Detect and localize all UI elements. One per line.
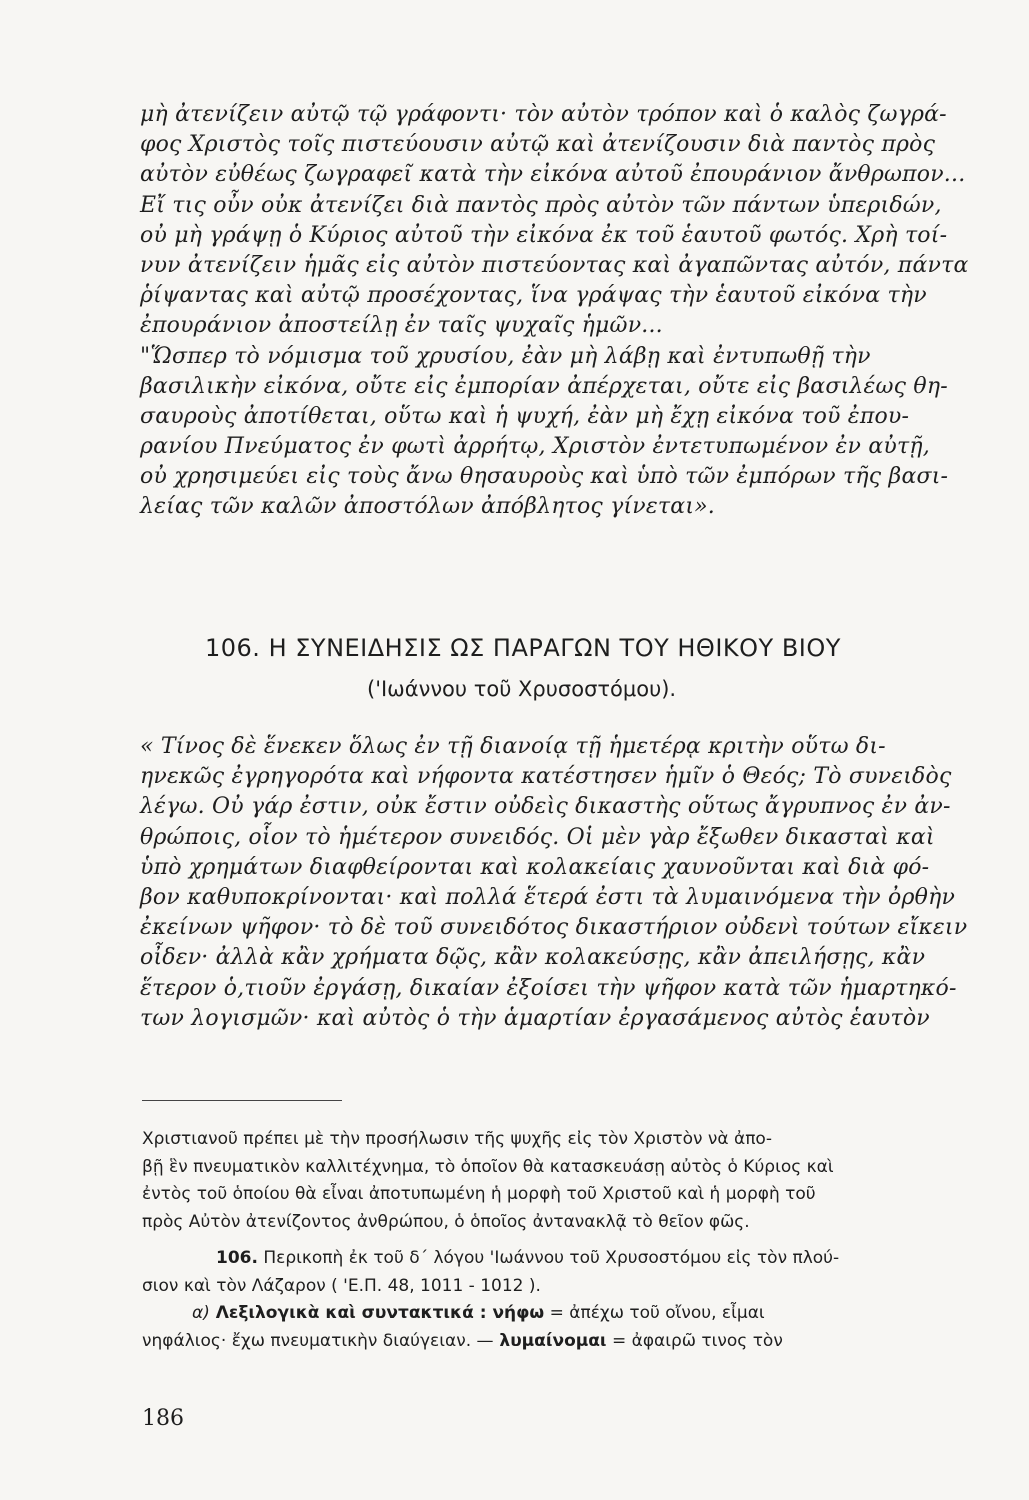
- text-line: λέγω. Οὐ γάρ ἐστιν, οὐκ ἔστιν οὐδεὶς δικαστὴς οὕτως ἄγρυπνος ἐν ἀν-: [140, 794, 951, 820]
- section-author: ('Ιωάννου τοῦ Χρυσοστόμου).: [367, 677, 677, 701]
- text-line: ηνεκῶς ἐγρηγορότα καὶ νήφοντα κατέστησεν ἡμῖν ὁ Θεός; Τὸ συνειδὸς: [140, 764, 952, 790]
- note-source: Περικοπὴ ἐκ τοῦ δ΄ λόγου 'Ιωάννου τοῦ Χρυσοστόμου εἰς τὸν πλού-: [257, 1248, 840, 1268]
- text-line: [142, 1300, 988, 1328]
- text-line: μὴ ἀτενίζειν αὐτῷ τῷ γράφοντι· τὸν αὐτὸν τρόπον καὶ ὁ καλὸς ζωγρά-: [140, 102, 947, 127]
- subsection-title: Λεξιλογικὰ καὶ συντακτικά :: [209, 1303, 487, 1324]
- text-line: « Τίνος δὲ ἕνεκεν ὅλως ἐν τῇ διανοίᾳ τῇ ἡμετέρᾳ κριτὴν οὕτω δι-: [140, 734, 886, 759]
- page-number: 186: [142, 1406, 184, 1431]
- glossary-definition: νηφάλιος· ἔχω πνευματικὴν διαύγειαν. —: [142, 1331, 494, 1352]
- glossary-definition: = ἀπέχω τοῦ οἴνου, εἶμαι: [544, 1303, 765, 1324]
- text-line: θρώποις, οἷον τὸ ἡμέτερον συνειδός. Οἱ μὲν γὰρ ἔξωθεν δικασταὶ καὶ: [140, 824, 935, 850]
- text-line: αὐτὸν εὐθέως ζωγραφεῖ κατὰ τὴν εἰκόνα αὐτοῦ ἐπουράνιον ἄνθρωπον...: [140, 162, 966, 188]
- text-line: σιον καὶ τὸν Λάζαρον ( 'Ε.Π. 48, 1011 - 1012 ).: [142, 1275, 541, 1296]
- text-line: οἶδεν· ἀλλὰ κἂν χρήματα δῷς, κἂν κολακεύσῃς, κἂν ἀπειλήσῃς, κἂν: [140, 945, 926, 971]
- text-line: πρὸς Αὐτὸν ἀτενίζοντος ἀνθρώπου, ὁ ὁποῖος ἀντανακλᾷ τὸ θεῖον φῶς.: [142, 1212, 750, 1233]
- section-heading: 106. Η ΣΥΝΕΙΔΗΣΙΣ ΩΣ ΠΑΡΑΓΩΝ ΤΟΥ ΗΘΙΚΟΥ ΒΙΟΥ: [205, 634, 841, 662]
- text-line: σαυροὺς ἀποτίθεται, οὕτω καὶ ἡ ψυχή, ἐὰν μὴ ἔχῃ εἰκόνα τοῦ ἐπου-: [140, 403, 910, 429]
- text-line: ἐκείνων ψῆφον· τὸ δὲ τοῦ συνειδότος δικαστήριον οὐδενὶ τούτων εἴκειν: [140, 915, 968, 941]
- text-line: Χριστιανοῦ πρέπει μὲ τὴν προσήλωσιν τῆς ψυχῆς εἰς τὸν Χριστὸν νὰ ἀπο-: [142, 1129, 772, 1149]
- text-line: οὐ χρησιμεύει εἰς τοὺς ἄνω θησαυροὺς καὶ ὑπὸ τῶν ἐμπόρων τῆς βασι-: [140, 464, 949, 490]
- text-line: λείας τῶν καλῶν ἀποστόλων ἀπόβλητος γίνεται».: [140, 494, 715, 520]
- commentary-106: [142, 1245, 988, 1356]
- footnote-divider: [142, 1100, 342, 1101]
- quote-passage-chrysostom: [140, 732, 986, 1034]
- note-number: 106.: [216, 1248, 258, 1268]
- glossary-term: νήφω: [486, 1303, 545, 1324]
- text-line: ἐπουράνιον ἀποστείλῃ ἐν ταῖς ψυχαῖς ἡμῶν...: [140, 313, 663, 339]
- text-line: των λογισμῶν· καὶ αὐτὸς ὁ τὴν ἁμαρτίαν ἐργασάμενος αὐτὸς ἑαυτὸν: [140, 1005, 930, 1031]
- text-line: φος Χριστὸς τοῖς πιστεύουσιν αὐτῷ καὶ ἀτενίζουσιν διὰ παντὸς πρὸς: [140, 132, 936, 158]
- text-line: βῇ ἓν πνευματικὸν καλλιτέχνημα, τὸ ὁποῖον θὰ κατασκευάσῃ αὐτὸς ὁ Κύριος καὶ: [142, 1156, 834, 1177]
- text-line: ἐντὸς τοῦ ὁποίου θὰ εἶναι ἀποτυπωμένη ἡ μορφὴ τοῦ Χριστοῦ καὶ ἡ μορφὴ τοῦ: [142, 1184, 816, 1205]
- quote-passage-makarios: [140, 100, 986, 523]
- glossary-term: λυμαίνομαι: [493, 1331, 607, 1352]
- text-line: οὐ μὴ γράψῃ ὁ Κύριος αὐτοῦ τὴν εἰκόνα ἐκ τοῦ ἑαυτοῦ φωτός. Χρὴ τοί-: [140, 222, 948, 248]
- text-line: ρανίου Πνεύματος ἐν φωτὶ ἀρρήτῳ, Χριστὸν ἐντετυπωμένον ἐν αὐτῇ,: [140, 434, 930, 460]
- text-line: [142, 1245, 988, 1273]
- subsection-label: α): [192, 1303, 210, 1324]
- footnote-continuation: [142, 1126, 988, 1237]
- text-line: ὑπὸ χρημάτων διαφθείρονται καὶ κολακείαις χαυνοῦνται καὶ διὰ φό-: [140, 854, 930, 880]
- glossary-definition: = ἀφαιρῶ τινος τὸν: [606, 1331, 783, 1352]
- text-line: "Ὥσπερ τὸ νόμισμα τοῦ χρυσίου, ἐὰν μὴ λάβῃ καὶ ἐντυπωθῇ τὴν: [140, 343, 871, 369]
- text-line: ῥίψαντας καὶ αὐτῷ προσέχοντας, ἵνα γράψας τὴν ἑαυτοῦ εἰκόνα τὴν: [140, 283, 927, 309]
- text-line: [142, 1328, 988, 1356]
- text-line: Εἴ τις οὖν οὐκ ἀτενίζει διὰ παντὸς πρὸς αὐτὸν τῶν πάντων ὑπεριδών,: [140, 192, 942, 218]
- text-line: βον καθυποκρίνονται· καὶ πολλά ἕτερά ἐστι τὰ λυμαινόμενα τὴν ὀρθὴν: [140, 884, 956, 910]
- text-line: ἕτερον ὁ,τιοῦν ἐργάσῃ, δικαίαν ἐξοίσει τὴν ψῆφον κατὰ τῶν ἡμαρτηκό-: [140, 975, 957, 1001]
- text-line: βασιλικὴν εἰκόνα, οὔτε εἰς ἐμπορίαν ἀπέρχεται, οὔτε εἰς βασιλέως θη-: [140, 373, 948, 399]
- text-line: νυν ἀτενίζειν ἡμᾶς εἰς αὐτὸν πιστεύοντας καὶ ἀγαπῶντας αὐτόν, πάντα: [140, 252, 969, 278]
